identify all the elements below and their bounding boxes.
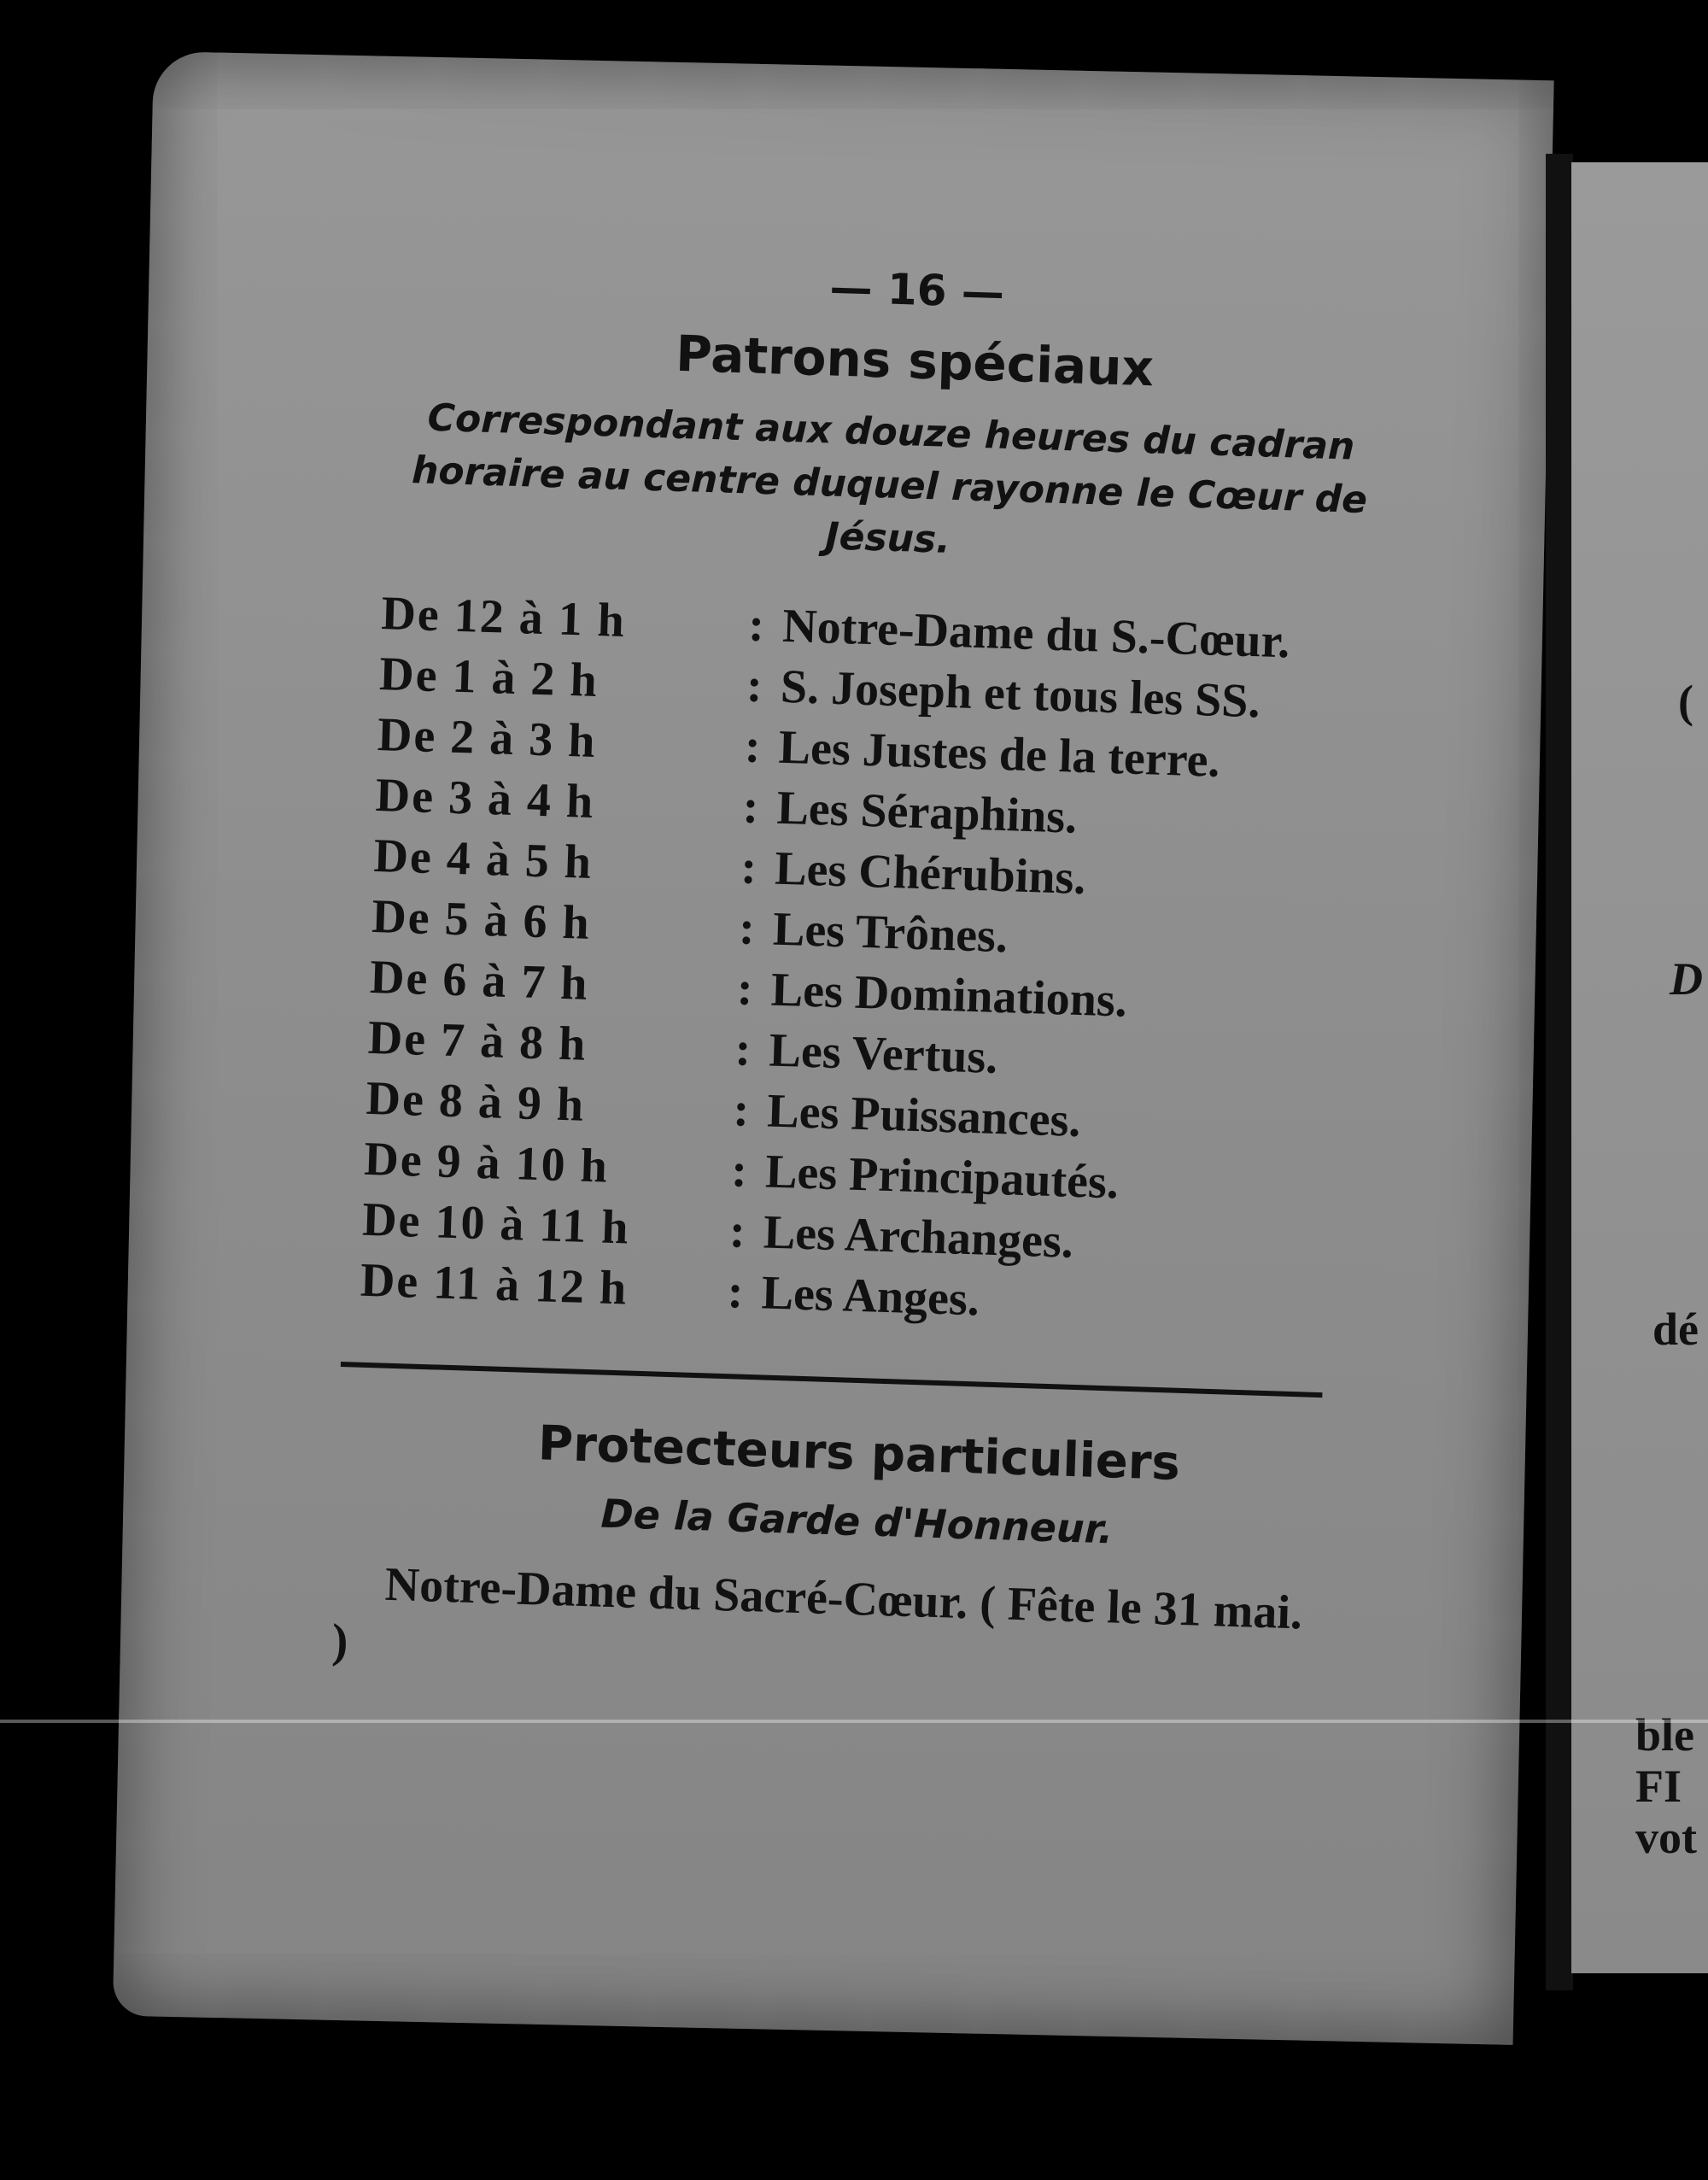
patron-name: Les Justes de la terre. (777, 720, 1221, 788)
hourly-patrons-list (360, 583, 1389, 1343)
facing-page-fragment: D (1670, 953, 1703, 1005)
patron-name: Les Chérubins. (774, 841, 1087, 905)
facing-page-fragment: vot (1635, 1812, 1697, 1863)
patron-name: Les Trônes. (772, 902, 1009, 964)
hour-range: De 5 à 6 h (371, 889, 592, 950)
separator: : (730, 1144, 748, 1198)
hour-range: De 11 à 12 h (360, 1253, 629, 1316)
separator: : (734, 1023, 752, 1076)
book-gutter (1546, 154, 1573, 1990)
separator: : (728, 1204, 746, 1258)
patron-name: Les Dominations. (769, 963, 1128, 1028)
hour-range: De 2 à 3 h (377, 707, 598, 769)
hour-range: De 6 à 7 h (369, 950, 590, 1011)
hour-range: De 1 à 2 h (378, 648, 600, 708)
facing-page-fragment: ( (1678, 676, 1693, 727)
separator: : (747, 598, 765, 653)
separator: : (736, 962, 754, 1016)
separator: : (746, 659, 763, 713)
separator: : (740, 841, 758, 894)
hour-range: De 9 à 10 h (363, 1132, 610, 1193)
facing-page-fragment: ble (1635, 1709, 1695, 1761)
hour-range: De 7 à 8 h (366, 1011, 588, 1071)
protector-entry: Notre-Dame du Sacré-Cœur. ( Fête le 31 mai. ) (330, 1557, 1303, 1668)
section-subheading-protectors: De la Garde d'Honneur. (600, 1490, 1114, 1553)
separator: : (741, 780, 760, 835)
section-divider (341, 1362, 1323, 1398)
page-content (314, 248, 1401, 1702)
patron-name: Les Séraphins. (775, 781, 1079, 844)
separator: : (738, 901, 756, 955)
separator: : (743, 719, 762, 774)
facing-page-fragment: FI (1635, 1761, 1682, 1812)
patron-name: Les Anges. (760, 1266, 980, 1327)
hour-range: De 12 à 1 h (380, 587, 627, 648)
hour-range: De 8 à 9 h (365, 1071, 587, 1132)
separator: : (732, 1083, 751, 1137)
hour-range: De 3 à 4 h (374, 768, 596, 829)
hour-range: De 10 à 11 h (361, 1193, 631, 1255)
scan-artifact-line (0, 1720, 1708, 1723)
patron-name: Les Archanges. (763, 1205, 1074, 1269)
patron-name: S. Joseph et tous les SS. (780, 659, 1261, 729)
page-number: — 16 — (828, 262, 1005, 318)
patron-name: Les Vertus. (768, 1023, 999, 1084)
facing-page-fragment: dé (1652, 1304, 1699, 1355)
section-heading-patrons: Patrons spéciaux (675, 324, 1155, 398)
facing-page (1571, 162, 1708, 1973)
patron-name: Les Principautés. (764, 1145, 1120, 1210)
patron-name: Les Puissances. (766, 1084, 1082, 1148)
section-subheading-patrons: Correspondant aux douze heures du cadran horaire au centre duquel rayonne le Cœur de Jésus. (411, 396, 1368, 562)
patron-name: Notre-Dame du S.-Cœur. (781, 599, 1291, 669)
separator: : (726, 1265, 745, 1319)
hour-range: De 4 à 5 h (372, 829, 594, 889)
section-heading-protectors: Protecteurs particuliers (537, 1415, 1181, 1491)
